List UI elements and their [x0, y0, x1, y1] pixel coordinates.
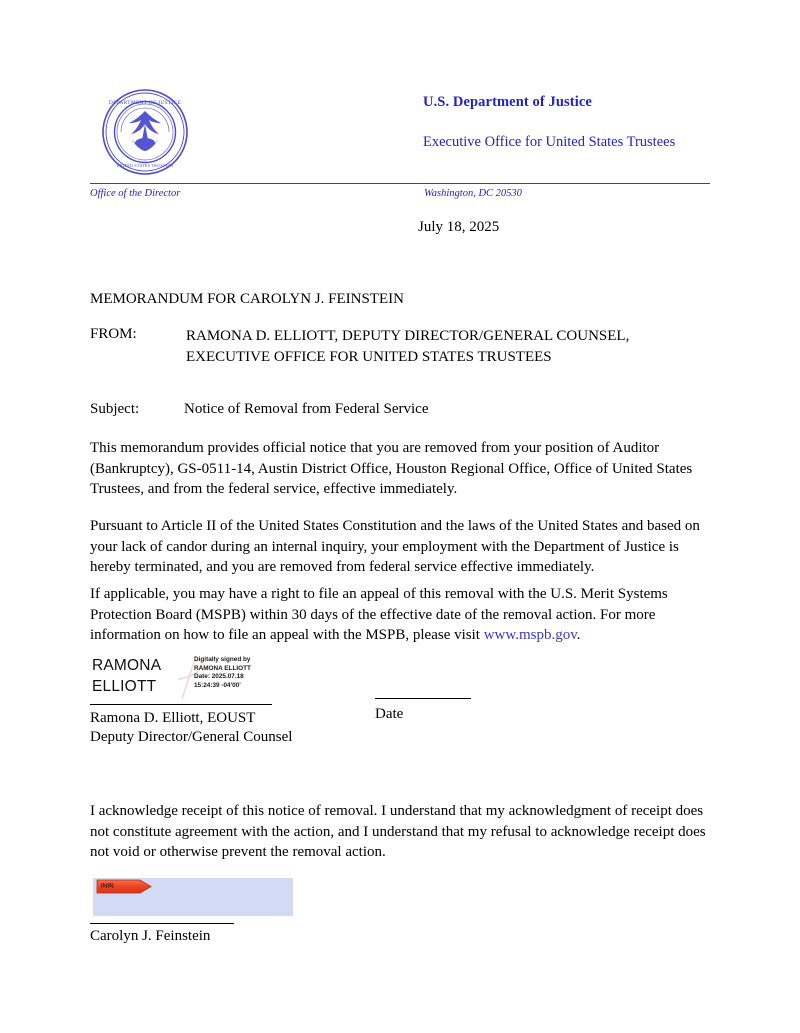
- subject-label: Subject:: [90, 401, 140, 417]
- body-paragraph-3: [90, 584, 709, 646]
- subject-value: Notice of Removal from Federal Service: [184, 401, 429, 417]
- signature-detail-line2: RAMONA ELLIOTT: [194, 664, 251, 672]
- from-label: FROM:: [90, 326, 137, 342]
- paragraph-3-text-after-link: .: [576, 627, 581, 643]
- paragraph-3-text-before-link: If applicable, you may have a right to file an appeal of this removal with the U.S. Merit Systems Protection Board (MSPB) within 30 days of the effective date of the removal action. For more information on how to file an appeal with the MSPB, please visit: [90, 586, 668, 643]
- from-value: RAMONA D. ELLIOTT, DEPUTY DIRECTOR/GENERAL COUNSEL, EXECUTIVE OFFICE FOR UNITED STATES TRUSTEES: [186, 328, 630, 365]
- svg-text:DEPARTMENT OF JUSTICE: DEPARTMENT OF JUSTICE: [108, 100, 182, 106]
- acknowledgment-signer-name: Carolyn J. Feinstein: [90, 928, 211, 944]
- signature-detail-line1: Digitally signed by: [194, 656, 251, 663]
- body-paragraph-1: This memorandum provides official notice that you are removed from your position of Auditor (Bankruptcy), GS-0511-14, Austin District Office, Houston Regional Office, Office of United States Trustees, and from the federal service, effective immediately.: [90, 440, 693, 497]
- signer-name-line1: Ramona D. Elliott, EOUST: [90, 710, 256, 726]
- signature-stamp-name-line1: RAMONA: [92, 657, 162, 674]
- signer-signature-line: [90, 704, 272, 705]
- city-state-zip-label: Washington, DC 20530: [424, 188, 522, 199]
- signer-name-block: [90, 709, 292, 747]
- agency-component: Executive Office for United States Trustees: [423, 134, 676, 150]
- agency-heading-block: [423, 93, 753, 151]
- signature-stamp-details: [194, 656, 251, 690]
- signature-detail-line4: 15:24:39 -04'00': [194, 681, 241, 689]
- mspb-website-link[interactable]: www.mspb.gov: [483, 627, 577, 643]
- letterhead-divider: [90, 183, 710, 184]
- acknowledgment-paragraph: I acknowledge receipt of this notice of removal. I understand that my acknowledgment of receipt does not constitute agreement with the action, and I understand that my refusal to acknowledge receipt does not void or otherwise prevent the removal action.: [90, 803, 706, 860]
- doj-seal-icon: [101, 88, 189, 176]
- signature-stamp-name-line2: ELLIOTT: [92, 678, 157, 695]
- date-signature-line: [375, 698, 471, 699]
- redaction-exemption-label: (b)(6): [101, 882, 114, 889]
- signature-detail-line3: Date: 2025.07.18: [194, 673, 244, 681]
- memo-date: July 18, 2025: [418, 219, 500, 235]
- memorandum-addressee: MEMORANDUM FOR CAROLYN J. FEINSTEIN: [90, 291, 404, 307]
- date-label: Date: [375, 706, 404, 722]
- letterhead: [0, 0, 800, 200]
- svg-text:UNITED STATES TRUSTEES: UNITED STATES TRUSTEES: [116, 163, 174, 168]
- body-paragraph-2: Pursuant to Article II of the United States Constitution and the laws of the United States and based on your lack of candor during an internal inquiry, your employment with the Department of Justice is hereby terminated, and you are removed from federal service effective immediately.: [90, 518, 700, 575]
- digital-signature-stamp: [92, 655, 382, 700]
- signature-stamp-name: [92, 655, 161, 697]
- agency-name: U.S. Department of Justice: [423, 94, 592, 110]
- signer-title-line2: Deputy Director/General Counsel: [90, 729, 293, 745]
- acknowledgment-signature-line: [90, 923, 234, 924]
- office-of-the-director-label: Office of the Director: [90, 188, 181, 199]
